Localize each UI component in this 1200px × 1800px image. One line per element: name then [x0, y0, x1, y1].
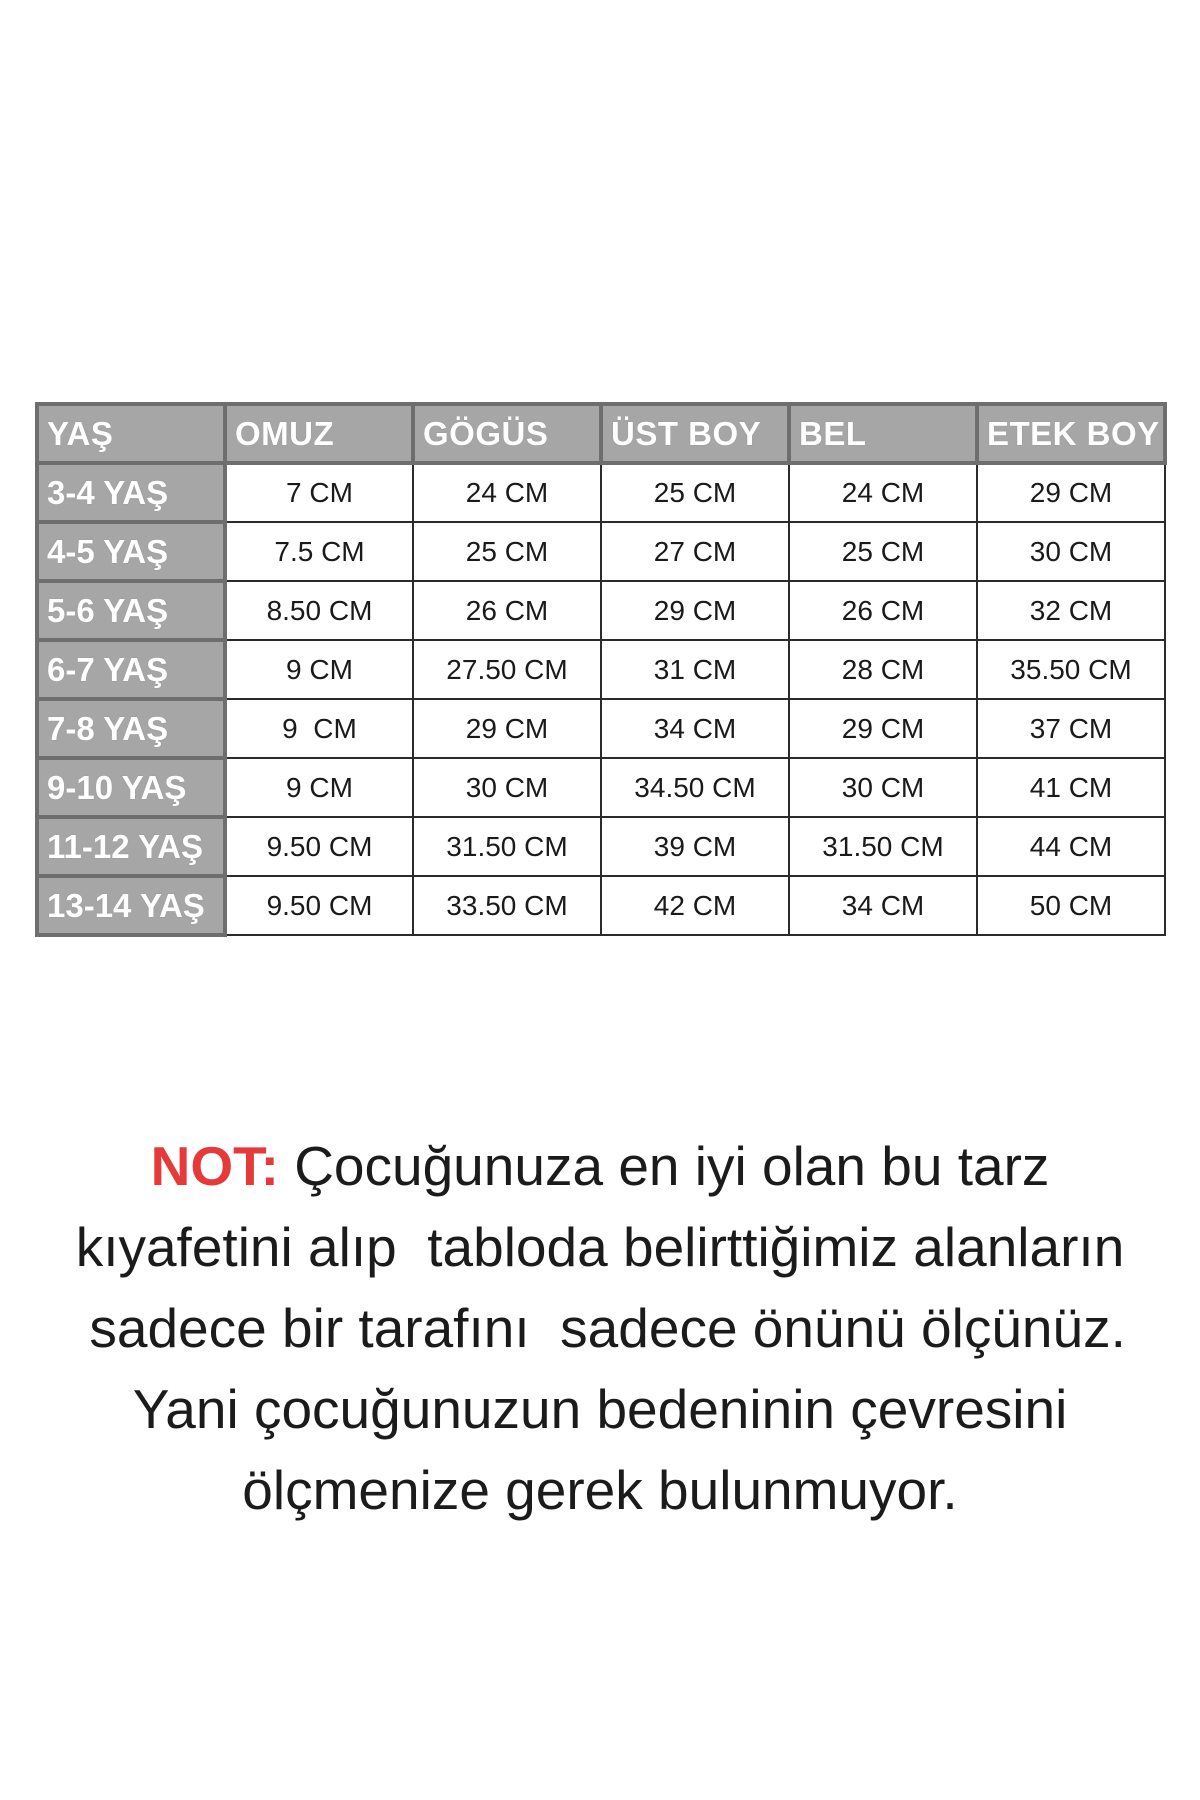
waist-cell: 34 CM — [789, 876, 977, 935]
chest-cell: 25 CM — [413, 522, 601, 581]
note-line-5: ölçmenize gerek bulunmuyor. — [242, 1459, 958, 1521]
chest-cell: 29 CM — [413, 699, 601, 758]
header-waist: BEL — [789, 404, 977, 463]
note-first-line: Çocuğunuza en iyi olan bu tarz — [278, 1135, 1050, 1197]
skirt-length-cell: 30 CM — [977, 522, 1165, 581]
waist-cell: 31.50 CM — [789, 817, 977, 876]
age-cell: 11-12 YAŞ — [37, 817, 225, 876]
top-length-cell: 27 CM — [601, 522, 789, 581]
chest-cell: 27.50 CM — [413, 640, 601, 699]
header-chest: GÖGÜS — [413, 404, 601, 463]
waist-cell: 26 CM — [789, 581, 977, 640]
skirt-length-cell: 35.50 CM — [977, 640, 1165, 699]
top-length-cell: 29 CM — [601, 581, 789, 640]
age-cell: 6-7 YAŞ — [37, 640, 225, 699]
skirt-length-cell: 44 CM — [977, 817, 1165, 876]
skirt-length-cell: 50 CM — [977, 876, 1165, 935]
table-row — [37, 522, 1165, 581]
table-row — [37, 876, 1165, 935]
shoulder-cell: 9 CM — [225, 640, 413, 699]
waist-cell: 30 CM — [789, 758, 977, 817]
note-line-1 — [30, 1126, 1170, 1207]
note-line-3: sadece bir tarafını sadece önünü ölçünüz. — [74, 1297, 1126, 1359]
chest-cell: 31.50 CM — [413, 817, 601, 876]
note-line-4: Yani çocuğunuzun bedeninin çevresini — [132, 1378, 1068, 1440]
table-row — [37, 463, 1165, 522]
table-row — [37, 699, 1165, 758]
table-header-row — [37, 404, 1165, 463]
top-length-cell: 34.50 CM — [601, 758, 789, 817]
chest-cell: 26 CM — [413, 581, 601, 640]
top-length-cell: 34 CM — [601, 699, 789, 758]
table-row — [37, 640, 1165, 699]
shoulder-cell: 8.50 CM — [225, 581, 413, 640]
top-length-cell: 25 CM — [601, 463, 789, 522]
waist-cell: 24 CM — [789, 463, 977, 522]
waist-cell: 25 CM — [789, 522, 977, 581]
age-cell: 9-10 YAŞ — [37, 758, 225, 817]
age-cell: 5-6 YAŞ — [37, 581, 225, 640]
shoulder-cell: 7 CM — [225, 463, 413, 522]
waist-cell: 28 CM — [789, 640, 977, 699]
top-length-cell: 31 CM — [601, 640, 789, 699]
skirt-length-cell: 37 CM — [977, 699, 1165, 758]
table-row — [37, 758, 1165, 817]
shoulder-cell: 9.50 CM — [225, 876, 413, 935]
chest-cell: 24 CM — [413, 463, 601, 522]
shoulder-cell: 9.50 CM — [225, 817, 413, 876]
age-cell: 13-14 YAŞ — [37, 876, 225, 935]
shoulder-cell: 9 CM — [225, 758, 413, 817]
chest-cell: 33.50 CM — [413, 876, 601, 935]
age-cell: 4-5 YAŞ — [37, 522, 225, 581]
header-shoulder: OMUZ — [225, 404, 413, 463]
shoulder-cell: 9 CM — [225, 699, 413, 758]
shoulder-cell: 7.5 CM — [225, 522, 413, 581]
table-row — [37, 817, 1165, 876]
skirt-length-cell: 41 CM — [977, 758, 1165, 817]
table-row — [37, 581, 1165, 640]
chest-cell: 30 CM — [413, 758, 601, 817]
skirt-length-cell: 32 CM — [977, 581, 1165, 640]
measurement-note — [30, 1126, 1170, 1531]
top-length-cell: 39 CM — [601, 817, 789, 876]
size-chart — [35, 402, 1167, 937]
header-age: YAŞ — [37, 404, 225, 463]
age-cell: 3-4 YAŞ — [37, 463, 225, 522]
top-length-cell: 42 CM — [601, 876, 789, 935]
age-cell: 7-8 YAŞ — [37, 699, 225, 758]
header-top-length: ÜST BOY — [601, 404, 789, 463]
skirt-length-cell: 29 CM — [977, 463, 1165, 522]
header-skirt-length: ETEK BOY — [977, 404, 1165, 463]
note-line-2: kıyafetini alıp tabloda belirttiğimiz alanların — [75, 1216, 1125, 1278]
note-label: NOT: — [150, 1135, 279, 1197]
waist-cell: 29 CM — [789, 699, 977, 758]
size-table — [35, 402, 1167, 937]
